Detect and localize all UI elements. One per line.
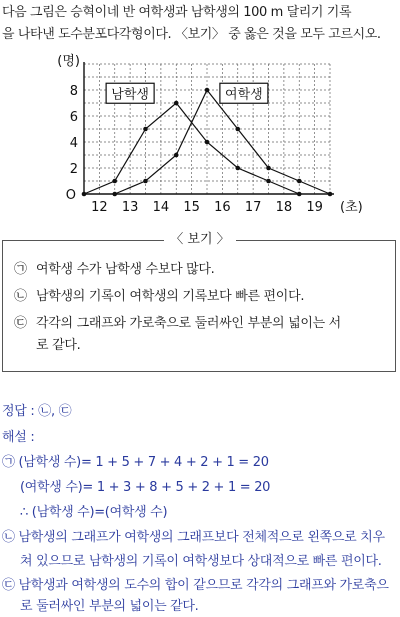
bogi-item-2-mark: ㉡ [14,289,27,304]
series-point [82,192,87,197]
origin-label: O [65,188,76,203]
x-tick-label: 12 [91,200,108,215]
explain-line-3: ∴ (남학생 수)=(여학생 수) [20,505,168,520]
explain-label: 해설 : [2,430,35,445]
y-tick-label: 8 [69,84,78,99]
explain-line-1: ㉠ (남학생 수)= 1 + 5 + 7 + 4 + 2 + 1 = 20 [2,455,269,470]
series-point [328,192,333,197]
bogi-item-3-text-cont: 로 같다. [36,338,81,353]
x-tick-label: 14 [152,200,170,215]
series-label-female: 여학생 [225,87,263,103]
x-tick-label: 19 [306,200,323,215]
x-tick-label: 18 [275,200,293,215]
series-point [174,153,179,158]
x-tick-label: 15 [183,200,200,215]
bogi-item-1-text: 여학생 수가 남학생 수보다 많다. [36,262,215,277]
y-tick-label: 6 [69,110,78,125]
series-point [235,166,240,171]
bogi-title [0,233,400,247]
bogi-item-1 [14,259,390,281]
series-point [266,166,271,171]
answer-label: 정답 : ㉡, ㉢ [2,404,72,419]
x-tick-label: 13 [121,200,139,215]
chart-axes [84,62,334,194]
explain-line-5: 쳐 있으므로 남학생의 기록이 여학생보다 상대적으로 빠른 편이다. [20,554,382,569]
bogi-item-2-text: 남학생의 기록이 여학생의 기록보다 빠른 편이다. [36,289,305,304]
series-point [266,179,271,184]
series-point [112,179,117,184]
bogi-title-text: 〈 보기 〉 [164,232,235,247]
series-label-male: 남학생 [111,87,149,103]
series-point [205,88,210,93]
explain-line-2: (여학생 수)= 1 + 3 + 8 + 5 + 2 + 1 = 20 [20,480,271,495]
series-point [174,101,179,106]
x-tick-label: 17 [244,200,262,215]
series-point [205,140,210,145]
question-line-2: 을 나타낸 도수분포다각형이다. 〈보기〉 중 옳은 것을 모두 고르시오. [2,27,381,42]
explain-line-7: 로 둘러싸인 부분의 넓이는 같다. [20,599,199,614]
question-text [2,2,398,46]
series-point [143,179,148,184]
bogi-item-3-mark: ㉢ [14,316,27,331]
series-point [297,179,302,184]
y-tick-label: 4 [69,136,78,151]
series-point [143,127,148,132]
bogi-item-3 [14,313,390,357]
series-point [112,192,117,197]
y-axis-unit-label: (명) [57,54,80,69]
bogi-item-3-text: 각각의 그래프와 가로축으로 둘러싸인 부분의 넓이는 서 [36,316,341,331]
bogi-item-1-mark: ㉠ [14,262,27,277]
x-axis-unit-label: (초) [340,200,363,215]
explain-line-4: ㉡ 남학생의 그래프가 여학생의 그래프보다 전체적으로 왼쪽으로 치우 [2,530,385,545]
question-line-1: 다음 그림은 승혁이네 반 여학생과 남학생의 100 m 달리기 기록 [2,5,352,20]
x-tick-label: 16 [214,200,231,215]
frequency-polygon-chart [0,50,400,222]
bogi-item-2 [14,286,390,308]
series-point [235,127,240,132]
series-point [297,192,302,197]
y-tick-label: 2 [69,162,78,177]
explain-line-6: ㉢ 남학생과 여학생의 도수의 합이 같으므로 각각의 그래프와 가로축으 [2,578,389,593]
